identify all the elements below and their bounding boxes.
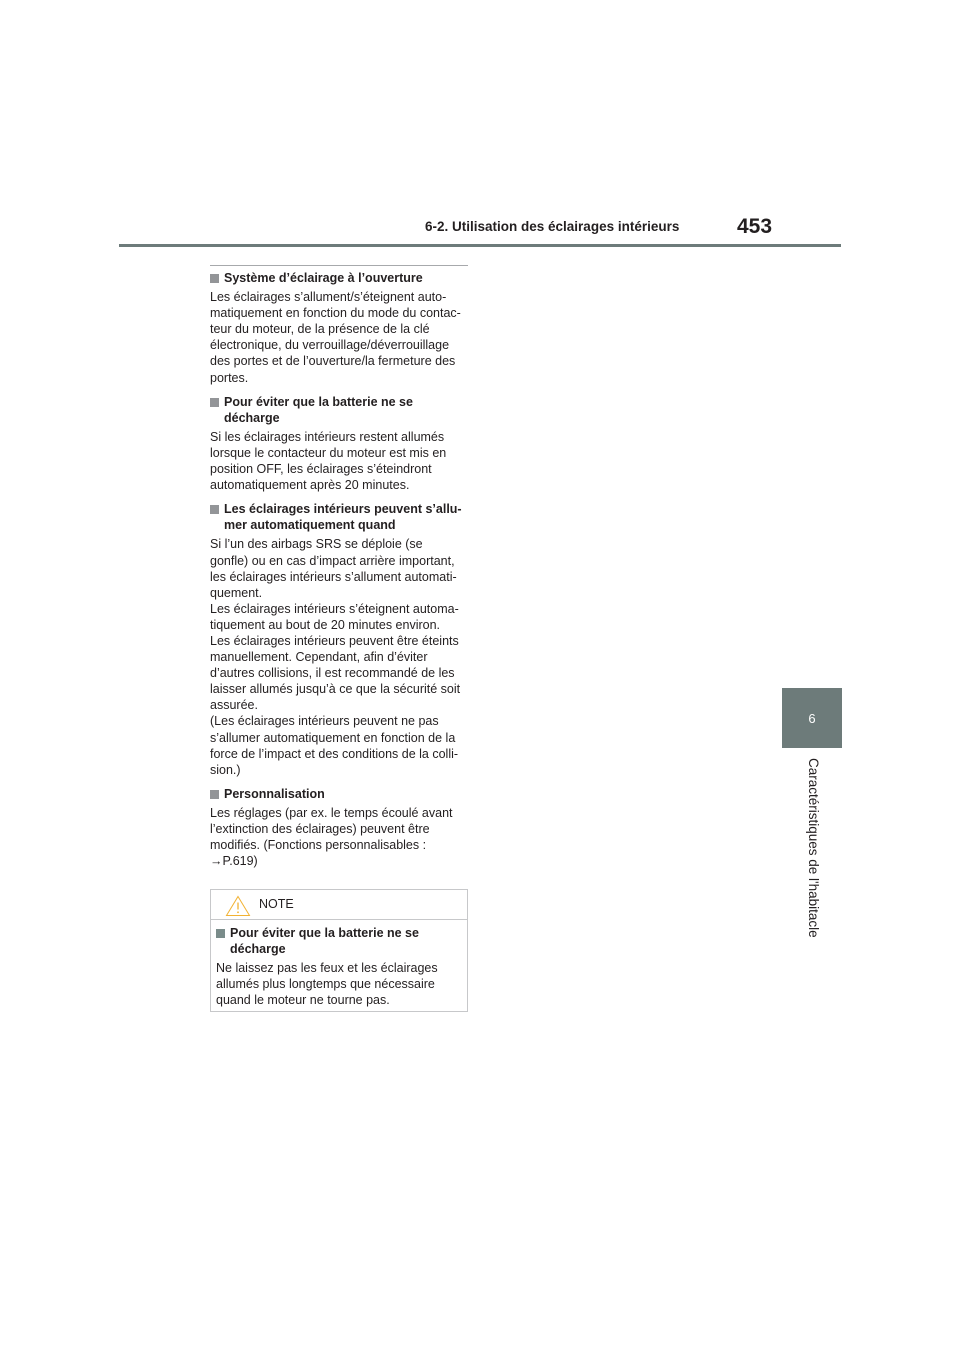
- section-heading: Les éclairages intérieurs peuvent s’allu- mer automatiquement quand: [210, 501, 468, 533]
- warning-triangle-icon: [225, 895, 251, 917]
- section-body: Si l’un des airbags SRS se déploie (se gonfle) ou en cas d’impact arrière important, les éclairages intérieurs s’allument automati- quement. Les éclairages intérieurs s’éteignent automa- tiquement au bout de 20 minutes environ. Les éclairages intérieurs peuvent être éteints manuellement. Cependant, afin d’éviter d’autres collisions, il est recommandé de les laisser allumés jusqu’à ce que la sécurité soit assurée. (Les éclairages intérieurs peuvent ne pas s’allumer automatiquement en fonction de la force de l’impact et des conditions de la colli- sion.): [210, 537, 461, 777]
- header-divider: [119, 244, 841, 247]
- main-column: [210, 265, 468, 877]
- section-heading: Personnalisation: [210, 786, 468, 802]
- section-battery-discharge: [210, 394, 468, 494]
- square-bullet-icon: [216, 929, 225, 938]
- note-heading: Pour éviter que la batterie ne se décharge: [216, 925, 461, 957]
- square-bullet-icon: [210, 274, 219, 283]
- section-customization: [210, 786, 468, 869]
- chapter-tab: 6: [782, 688, 842, 748]
- square-bullet-icon: [210, 505, 219, 514]
- section-opening-lighting: [210, 270, 468, 386]
- note-body-text: Ne laissez pas les feux et les éclairages allumés plus longtemps que nécessaire quand le moteur ne tourne pas.: [216, 961, 438, 1008]
- column-top-rule: [210, 265, 468, 266]
- note-content: [211, 920, 467, 1008]
- section-auto-on: [210, 501, 468, 778]
- page-number: 453: [737, 215, 773, 238]
- section-body: Les réglages (par ex. le temps écoulé avant l’extinction des éclairages) peuvent être modifiés. (Fonctions personnalisables : →P.619): [210, 805, 453, 869]
- note-title: NOTE: [259, 897, 294, 911]
- section-heading: Pour éviter que la batterie ne se décharge: [210, 394, 468, 426]
- note-box: [210, 889, 468, 1012]
- square-bullet-icon: [210, 398, 219, 407]
- chapter-side-label: Caractéristiques de l'habitacle: [806, 758, 821, 938]
- square-bullet-icon: [210, 790, 219, 799]
- running-header-title: 6-2. Utilisation des éclairages intérieurs: [425, 219, 680, 234]
- section-heading: Système d’éclairage à l’ouverture: [210, 270, 468, 286]
- section-body: Les éclairages s’allument/s’éteignent auto- matiquement en fonction du mode du contac- teur du moteur, de la présence de la clé électronique, du verrouillage/déverrouillage des portes et de l’ouverture/la fermeture des portes.: [210, 290, 461, 385]
- section-body: Si les éclairages intérieurs restent allumés lorsque le contacteur du moteur est mis en position OFF, les éclairages s’éteindront automatiquement après 20 minutes.: [210, 429, 447, 493]
- note-header: [211, 890, 467, 920]
